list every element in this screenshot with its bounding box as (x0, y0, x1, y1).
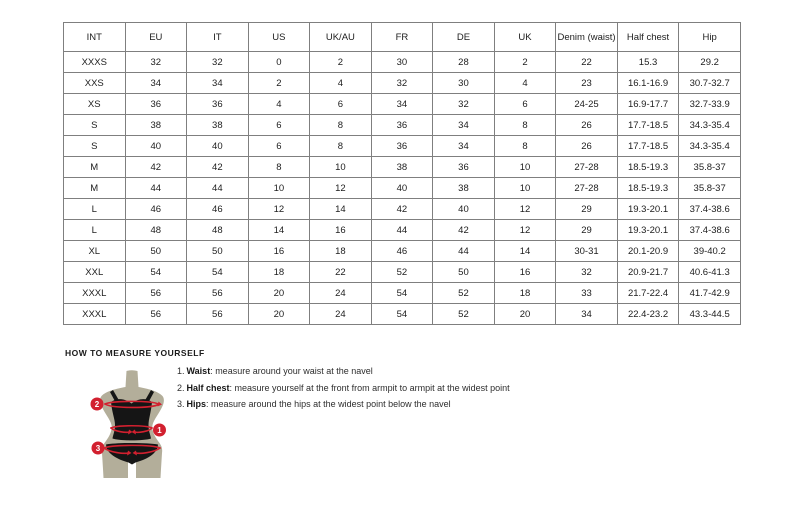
table-cell: 8 (248, 157, 310, 178)
table-cell: 54 (125, 262, 187, 283)
table-cell: S (64, 136, 126, 157)
table-cell: 34 (556, 304, 618, 325)
table-cell: 18.5-19.3 (617, 157, 679, 178)
marker-chest-number: 2 (94, 400, 100, 409)
column-header: Denim (waist) (556, 23, 618, 52)
table-cell: 52 (433, 304, 495, 325)
table-cell: L (64, 220, 126, 241)
table-cell: 22 (310, 262, 372, 283)
table-cell: 56 (187, 283, 249, 304)
table-row (64, 241, 741, 262)
table-cell: 29 (556, 199, 618, 220)
table-cell: 2 (494, 52, 556, 73)
table-row (64, 115, 741, 136)
table-cell: 56 (187, 304, 249, 325)
table-cell: 22.4-23.2 (617, 304, 679, 325)
table-cell: 19.3-20.1 (617, 220, 679, 241)
table-cell: 41.7-42.9 (679, 283, 741, 304)
table-cell: 14 (248, 220, 310, 241)
measurement-figure (84, 369, 176, 491)
table-cell: 54 (371, 283, 433, 304)
table-cell: 30 (433, 73, 495, 94)
table-cell: 12 (494, 199, 556, 220)
table-cell: 34 (187, 73, 249, 94)
column-header: Half chest (617, 23, 679, 52)
table-cell: 16.1-16.9 (617, 73, 679, 94)
table-cell: 36 (187, 94, 249, 115)
table-cell: XXXL (64, 283, 126, 304)
instruction-waist (177, 366, 517, 376)
table-cell: 42 (433, 220, 495, 241)
table-cell: 34 (371, 94, 433, 115)
marker-waist-badge (153, 424, 166, 437)
table-cell: 34 (433, 115, 495, 136)
table-cell: 40 (187, 136, 249, 157)
column-header: IT (187, 23, 249, 52)
table-cell: 18 (494, 283, 556, 304)
instruction-half-chest (177, 383, 517, 393)
table-cell: 20 (248, 304, 310, 325)
table-row (64, 199, 741, 220)
table-cell: 12 (494, 220, 556, 241)
table-cell: 52 (433, 283, 495, 304)
table-row (64, 304, 741, 325)
table-cell: 30-31 (556, 241, 618, 262)
table-cell: 30 (371, 52, 433, 73)
table-cell: 40 (433, 199, 495, 220)
table-cell: 17.7-18.5 (617, 115, 679, 136)
column-header: US (248, 23, 310, 52)
table-cell: 32 (125, 52, 187, 73)
table-cell: 46 (125, 199, 187, 220)
table-cell: 44 (125, 178, 187, 199)
table-cell: 54 (371, 304, 433, 325)
size-table-header-row (64, 23, 741, 52)
table-cell: 52 (371, 262, 433, 283)
table-cell: M (64, 178, 126, 199)
table-cell: 43.3-44.5 (679, 304, 741, 325)
table-cell: L (64, 199, 126, 220)
table-cell: 6 (248, 115, 310, 136)
table-cell: 46 (187, 199, 249, 220)
table-cell: 21.7-22.4 (617, 283, 679, 304)
instruction-text: : measure yourself at the front from armpit to armpit at the widest point (229, 382, 510, 393)
table-cell: 34 (125, 73, 187, 94)
mannequin-illustration (84, 369, 176, 491)
table-cell: 8 (494, 136, 556, 157)
table-cell: 34.3-35.4 (679, 136, 741, 157)
instruction-term: Half chest (186, 382, 230, 393)
table-row (64, 220, 741, 241)
table-row (64, 94, 741, 115)
table-cell: 8 (310, 115, 372, 136)
table-cell: 54 (187, 262, 249, 283)
table-cell: 24 (310, 304, 372, 325)
table-cell: 27-28 (556, 178, 618, 199)
table-cell: 37.4-38.6 (679, 220, 741, 241)
table-cell: 42 (125, 157, 187, 178)
instruction-term: Waist (186, 366, 211, 376)
table-cell: 32 (187, 52, 249, 73)
column-header: EU (125, 23, 187, 52)
table-cell: 44 (187, 178, 249, 199)
table-row (64, 178, 741, 199)
instruction-number: 2. (177, 382, 185, 393)
table-cell: 50 (125, 241, 187, 262)
instruction-term: Hips (186, 399, 207, 409)
table-cell: 10 (248, 178, 310, 199)
table-cell: 36 (371, 115, 433, 136)
table-cell: 46 (371, 241, 433, 262)
table-cell: 50 (187, 241, 249, 262)
table-cell: 40 (125, 136, 187, 157)
table-cell: 38 (187, 115, 249, 136)
marker-hips-number: 3 (95, 444, 101, 453)
table-cell: 35.8-37 (679, 178, 741, 199)
table-cell: 42 (187, 157, 249, 178)
instruction-number: 3. (177, 399, 185, 409)
table-cell: 0 (248, 52, 310, 73)
table-cell: 38 (125, 115, 187, 136)
table-cell: 14 (494, 241, 556, 262)
table-cell: 29.2 (679, 52, 741, 73)
table-cell: 4 (494, 73, 556, 94)
table-cell: 50 (433, 262, 495, 283)
table-cell: 2 (310, 52, 372, 73)
table-cell: 37.4-38.6 (679, 199, 741, 220)
table-row (64, 283, 741, 304)
table-cell: 18 (310, 241, 372, 262)
column-header: INT (64, 23, 126, 52)
table-cell: 18 (248, 262, 310, 283)
table-cell: 33 (556, 283, 618, 304)
table-cell: 19.3-20.1 (617, 199, 679, 220)
table-cell: 34.3-35.4 (679, 115, 741, 136)
table-cell: 23 (556, 73, 618, 94)
table-cell: 22 (556, 52, 618, 73)
table-cell: 38 (433, 178, 495, 199)
marker-chest-badge (91, 398, 104, 411)
table-cell: 34 (433, 136, 495, 157)
table-row (64, 157, 741, 178)
instruction-text: : measure around your waist at the navel (210, 366, 373, 376)
column-header: DE (433, 23, 495, 52)
table-cell: S (64, 115, 126, 136)
column-header: Hip (679, 23, 741, 52)
measure-instructions-list (177, 366, 517, 416)
table-cell: 4 (310, 73, 372, 94)
table-cell: 32.7-33.9 (679, 94, 741, 115)
table-cell: 27-28 (556, 157, 618, 178)
table-cell: 24-25 (556, 94, 618, 115)
table-cell: 30.7-32.7 (679, 73, 741, 94)
table-cell: 16 (494, 262, 556, 283)
table-cell: 26 (556, 115, 618, 136)
table-row (64, 262, 741, 283)
table-cell: 6 (310, 94, 372, 115)
marker-hips-badge (92, 442, 105, 455)
table-cell: 20.1-20.9 (617, 241, 679, 262)
table-cell: 6 (248, 136, 310, 157)
table-cell: 32 (433, 94, 495, 115)
table-cell: 12 (310, 178, 372, 199)
size-table (63, 22, 741, 325)
table-cell: 8 (310, 136, 372, 157)
table-cell: 14 (310, 199, 372, 220)
table-row (64, 73, 741, 94)
table-cell: 10 (310, 157, 372, 178)
table-cell: 16.9-17.7 (617, 94, 679, 115)
table-cell: 8 (494, 115, 556, 136)
table-cell: 26 (556, 136, 618, 157)
table-cell: 2 (248, 73, 310, 94)
table-cell: 32 (371, 73, 433, 94)
table-cell: 28 (433, 52, 495, 73)
table-cell: 39-40.2 (679, 241, 741, 262)
instruction-number: 1. (177, 366, 185, 376)
table-cell: 40 (371, 178, 433, 199)
table-cell: 20.9-21.7 (617, 262, 679, 283)
size-table-head (64, 23, 741, 52)
table-cell: 10 (494, 178, 556, 199)
table-cell: 12 (248, 199, 310, 220)
column-header: FR (371, 23, 433, 52)
table-cell: 18.5-19.3 (617, 178, 679, 199)
table-cell: 44 (371, 220, 433, 241)
table-cell: 15.3 (617, 52, 679, 73)
table-cell: 36 (371, 136, 433, 157)
table-cell: XS (64, 94, 126, 115)
table-cell: 32 (556, 262, 618, 283)
table-cell: 40.6-41.3 (679, 262, 741, 283)
table-cell: 4 (248, 94, 310, 115)
table-cell: 48 (125, 220, 187, 241)
table-row (64, 136, 741, 157)
size-table-body (64, 52, 741, 325)
table-cell: 6 (494, 94, 556, 115)
instruction-hips (177, 399, 517, 409)
table-cell: XXS (64, 73, 126, 94)
table-cell: 36 (433, 157, 495, 178)
table-cell: 29 (556, 220, 618, 241)
table-cell: XL (64, 241, 126, 262)
instruction-text: : measure around the hips at the widest point below the navel (206, 399, 451, 409)
table-cell: 48 (187, 220, 249, 241)
marker-waist-number: 1 (157, 426, 162, 435)
table-cell: 20 (494, 304, 556, 325)
table-cell: 56 (125, 283, 187, 304)
table-cell: 44 (433, 241, 495, 262)
table-cell: M (64, 157, 126, 178)
table-cell: 16 (310, 220, 372, 241)
table-cell: 35.8-37 (679, 157, 741, 178)
table-cell: 24 (310, 283, 372, 304)
table-cell: 38 (371, 157, 433, 178)
table-cell: 42 (371, 199, 433, 220)
table-cell: XXXL (64, 304, 126, 325)
table-cell: 16 (248, 241, 310, 262)
table-cell: 10 (494, 157, 556, 178)
table-row (64, 52, 741, 73)
table-cell: XXXS (64, 52, 126, 73)
table-cell: 36 (125, 94, 187, 115)
column-header: UK (494, 23, 556, 52)
measure-section-heading: HOW TO MEASURE YOURSELF (65, 348, 205, 358)
table-cell: 20 (248, 283, 310, 304)
table-cell: XXL (64, 262, 126, 283)
table-cell: 17.7-18.5 (617, 136, 679, 157)
table-cell: 56 (125, 304, 187, 325)
column-header: UK/AU (310, 23, 372, 52)
